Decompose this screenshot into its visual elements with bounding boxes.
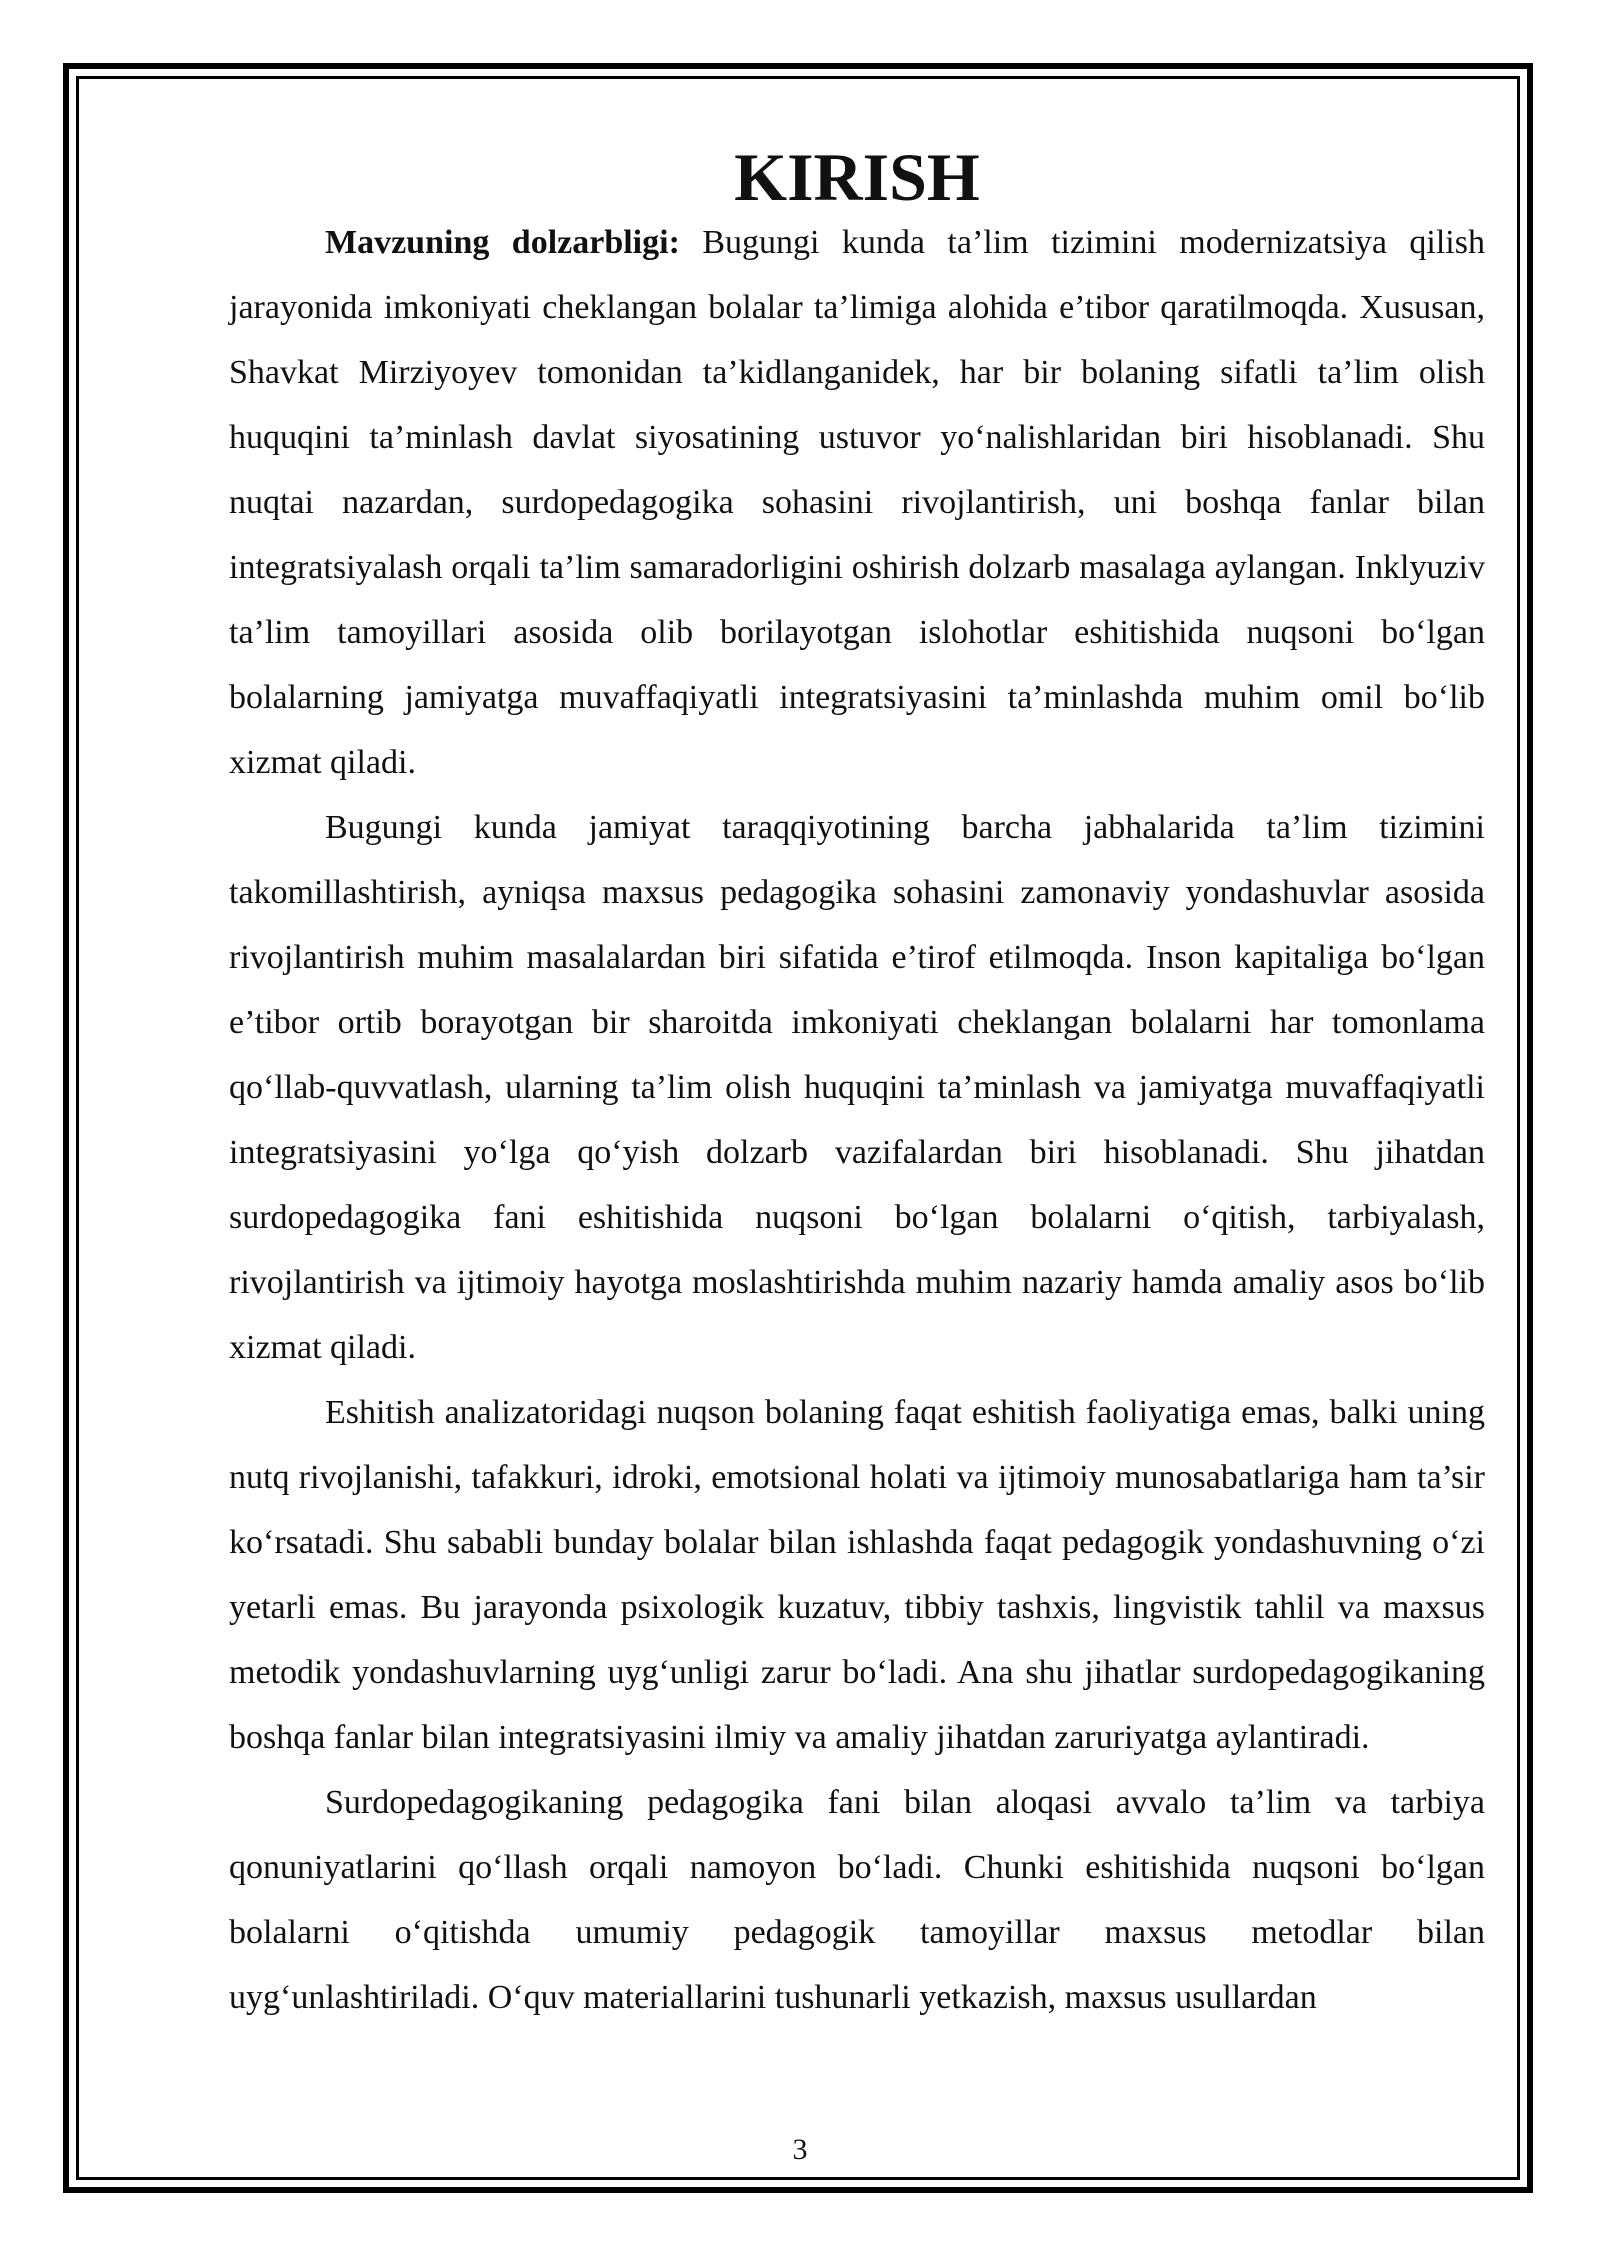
page-number: 3	[792, 2133, 808, 2166]
paragraph-4: Surdopedagogikaning pedagogika fani bilan aloqasi avvalo ta’lim va tarbiya qonuniyatlarini qo‘llash orqali namoyon bo‘ladi. Chunki eshitishida nuqsoni bo‘lgan bolalarni o‘qitishda umumiy pedagogik tamoyillar maxsus metodlar bilan uyg‘unlashtiriladi. O‘quv materiallarini tushunarli yetkazish, maxsus usullardan	[229, 1784, 1485, 2016]
paragraph-text: Bugungi kunda ta’lim tizimini modernizatsiya qilish jarayonida imkoniyati cheklangan bolalar ta’limiga alohida e’tibor qaratilmoqda. Xususan, Shavkat Mirziyoyev tomonidan ta’kidlanganidek, har bir bolaning sifatli ta’lim olish huquqini ta’minlash davlat siyosatining ustuvor yo‘nalishlaridan biri hisoblanadi. Shu nuqtai nazardan, surdopedagogika sohasini rivojlantirish, uni boshqa fanlar bilan integratsiyalash orqali ta’lim samaradorligini oshirish dolzarb masalaga aylangan. Inklyuziv ta’lim tamoyillari asosida olib borilayotgan islohotlar eshitishida nuqsoni bo‘lgan bolalarning jamiyatga muvaffaqiyatli integratsiyasini ta’minlashda muhim omil bo‘lib xizmat qiladi.	[229, 224, 1485, 781]
paragraph-relevance	[229, 210, 1485, 795]
paragraph-lead: Mavzuning dolzarbligi:	[325, 224, 680, 261]
section-heading: KIRISH	[734, 139, 980, 215]
document-body	[229, 139, 1485, 2030]
paragraph-2: Bugungi kunda jamiyat taraqqiyotining barcha jabhalarida ta’lim tizimini takomillashtirish, ayniqsa maxsus pedagogika sohasini zamonaviy yondashuvlar asosida rivojlantirish muhim masalalardan biri sifatida e’tirof etilmoqda. Inson kapitaliga bo‘lgan e’tibor ortib borayotgan bir sharoitda imkoniyati cheklangan bolalarni har tomonlama qo‘llab-quvvatlash, ularning ta’lim olish huquqini ta’minlash va jamiyatga muvaffaqiyatli integratsiyasini yo‘lga qo‘yish dolzarb vazifalardan biri hisoblanadi. Shu jihatdan surdopedagogika fani eshitishida nuqsoni bo‘lgan bolalarni o‘qitish, tarbiyalash, rivojlantirish va ijtimoiy hayotga moslashtirishda muhim nazariy hamda amaliy asos bo‘lib xizmat qiladi.	[229, 809, 1485, 1366]
paragraph-3: Eshitish analizatoridagi nuqson bolaning faqat eshitish faoliyatiga emas, balki uning nutq rivojlanishi, tafakkuri, idroki, emotsional holati va ijtimoiy munosabatlariga ham ta’sir ko‘rsatadi. Shu sababli bunday bolalar bilan ishlashda faqat pedagogik yondashuvning o‘zi yetarli emas. Bu jarayonda psixologik kuzatuv, tibbiy tashxis, lingvistik tahlil va maxsus metodik yondashuvlarning uyg‘unligi zarur bo‘ladi. Ana shu jihatlar surdopedagogikaning boshqa fanlar bilan integratsiyasini ilmiy va amaliy jihatdan zaruriyatga aylantiradi.	[229, 1394, 1485, 1756]
